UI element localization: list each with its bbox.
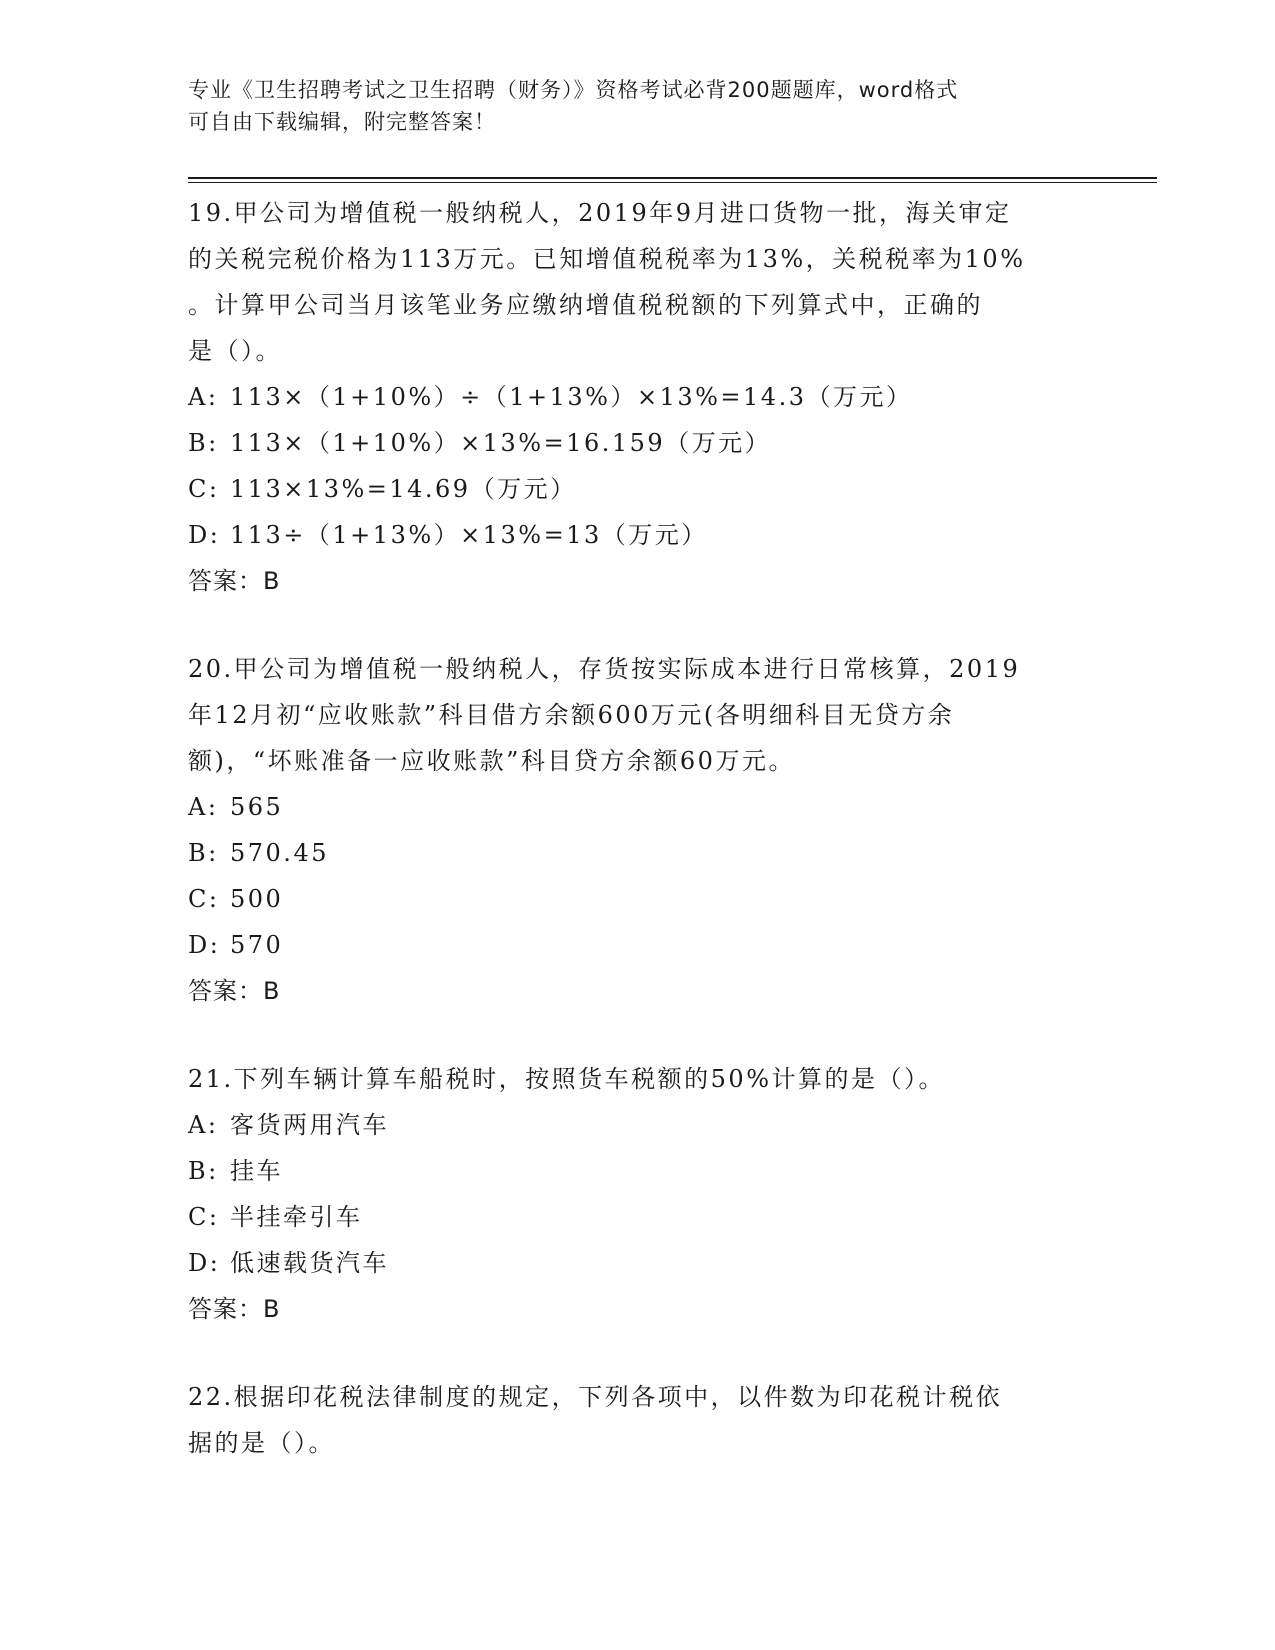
answer-line: 答案：B [188, 977, 281, 1005]
option-letter: B: [188, 839, 219, 867]
answer-line: 答案：B [188, 1295, 281, 1323]
answer-line: 答案：B [188, 567, 281, 595]
option-letter: D: [188, 1249, 221, 1277]
question-stem [188, 1374, 1088, 1466]
stem-line: 年12月初“应收账款”科目借方余额600万元(各明细科目无贷方余 [188, 701, 955, 729]
option-text: 113÷（1+13%）×13%=13（万元） [230, 521, 708, 549]
question-stem [188, 1056, 1088, 1102]
option-text: 565 [230, 793, 284, 821]
question-19 [188, 190, 1088, 604]
option-c [188, 876, 1088, 922]
header-divider-thick [188, 177, 1157, 179]
stem-line: 22.根据印花税法律制度的规定，下列各项中，以件数为印花税计税依 [188, 1383, 1003, 1411]
option-letter: C: [188, 1203, 220, 1231]
option-text: 570.45 [230, 839, 329, 867]
header-divider-thin [188, 182, 1157, 183]
option-text: 半挂牵引车 [230, 1203, 363, 1231]
option-letter: B: [188, 429, 219, 457]
option-d [188, 1240, 1088, 1286]
option-text: 500 [230, 885, 284, 913]
option-b [188, 830, 1088, 876]
option-a [188, 784, 1088, 830]
question-20 [188, 646, 1088, 1014]
stem-line: 20.甲公司为增值税一般纳税人，存货按实际成本进行日常核算，2019 [188, 655, 1021, 683]
header-line-1: 专业《卫生招聘考试之卫生招聘（财务）》资格考试必背200题题库，word格式 [188, 78, 959, 102]
option-letter: A: [188, 793, 219, 821]
option-letter: D: [188, 931, 221, 959]
question-22 [188, 1374, 1088, 1466]
option-letter: D: [188, 521, 221, 549]
option-letter: C: [188, 885, 220, 913]
option-a [188, 374, 1088, 420]
option-text: 113×（1+10%）÷（1+13%）×13%=14.3（万元） [230, 383, 913, 411]
option-d [188, 512, 1088, 558]
stem-line: 额)，“坏账准备一应收账款”科目贷方余额60万元。 [188, 747, 795, 775]
stem-line: 据的是（）。 [188, 1429, 335, 1457]
question-list [188, 190, 1088, 1508]
option-b [188, 1148, 1088, 1194]
option-text: 570 [230, 931, 284, 959]
header-line-2: 可自由下载编辑，附完整答案！ [188, 110, 496, 134]
option-b [188, 420, 1088, 466]
option-a [188, 1102, 1088, 1148]
option-letter: A: [188, 1111, 219, 1139]
question-stem [188, 646, 1088, 784]
question-21 [188, 1056, 1088, 1332]
option-text: 113×13%=14.69（万元） [230, 475, 577, 503]
stem-line: 。计算甲公司当月该笔业务应缴纳增值税税额的下列算式中，正确的 [188, 291, 983, 319]
document-header [188, 74, 1088, 138]
option-text: 低速载货汽车 [230, 1249, 389, 1277]
option-text: 挂车 [230, 1157, 283, 1185]
option-letter: B: [188, 1157, 219, 1185]
option-letter: A: [188, 383, 219, 411]
question-stem [188, 190, 1088, 374]
stem-line: 19.甲公司为增值税一般纳税人，2019年9月进口货物一批，海关审定 [188, 199, 1012, 227]
option-text: 113×（1+10%）×13%=16.159（万元） [230, 429, 772, 457]
option-letter: C: [188, 475, 220, 503]
option-text: 客货两用汽车 [230, 1111, 389, 1139]
option-c [188, 1194, 1088, 1240]
stem-line: 的关税完税价格为113万元。已知增值税税率为13%，关税税率为10% [188, 245, 1026, 273]
stem-line: 21.下列车辆计算车船税时，按照货车税额的50%计算的是（）。 [188, 1065, 946, 1093]
option-c [188, 466, 1088, 512]
option-d [188, 922, 1088, 968]
stem-line: 是（）。 [188, 337, 282, 365]
